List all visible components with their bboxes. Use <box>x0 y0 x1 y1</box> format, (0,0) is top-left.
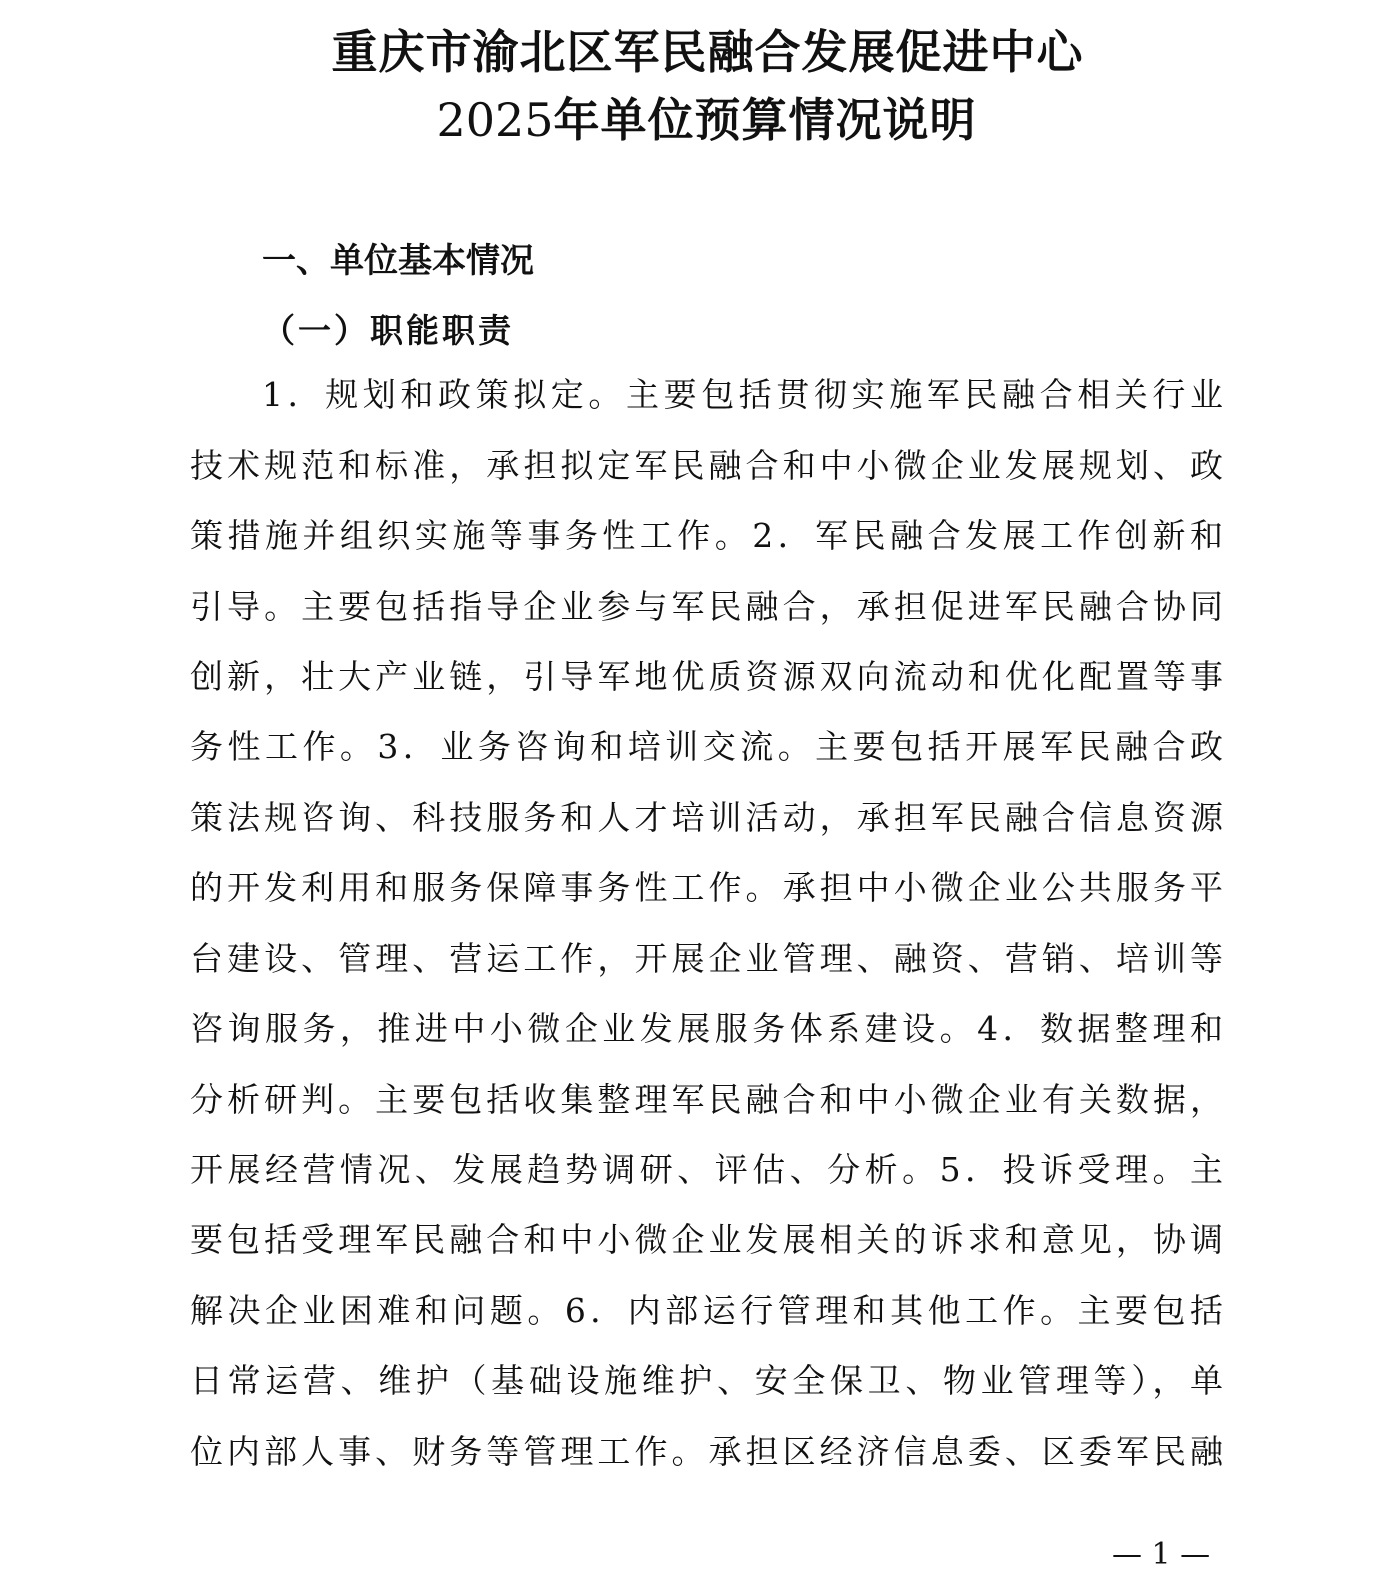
document-title-line-2 <box>7 84 1399 150</box>
paragraph-line: 引导。主要包括指导企业参与军民融合，承担促进军民融合协同 <box>190 587 1223 626</box>
title-line-2-text: 年单位预算情况说明 <box>553 93 977 147</box>
paragraph-line: 日常运营、维护（基础设施维护、安全保卫、物业管理等），单 <box>190 1361 1223 1400</box>
paragraph-line: 务性工作。3．业务咨询和培训交流。主要包括开展军民融合政 <box>190 727 1223 766</box>
paragraph-line: 分析研判。主要包括收集整理军民融合和中小微企业有关数据， <box>190 1080 1223 1119</box>
title-year: 2025 <box>436 93 554 147</box>
page-number: — 1 — <box>1112 1537 1211 1572</box>
paragraph-line: 创新，壮大产业链，引导军地优质资源双向流动和优化配置等事 <box>190 657 1223 696</box>
document-title-line-1: 重庆市渝北区军民融合发展促进中心 <box>331 25 1084 79</box>
paragraph-line: 策措施并组织实施等事务性工作。2．军民融合发展工作创新和 <box>190 516 1223 555</box>
paragraph-line: 1．规划和政策拟定。主要包括贯彻实施军民融合相关行业 <box>262 375 1223 414</box>
paragraph-line: 的开发利用和服务保障事务性工作。承担中小微企业公共服务平 <box>190 868 1223 907</box>
paragraph-line: 位内部人事、财务等管理工作。承担区经济信息委、区委军民融 <box>190 1432 1223 1471</box>
paragraph-line: 解决企业困难和问题。6．内部运行管理和其他工作。主要包括 <box>190 1291 1223 1330</box>
paragraph-line: 技术规范和标准，承担拟定军民融合和中小微企业发展规划、政 <box>190 446 1223 485</box>
section-heading: 一、单位基本情况 <box>262 241 534 281</box>
paragraph-line: 台建设、管理、营运工作，开展企业管理、融资、营销、培训等 <box>190 939 1223 978</box>
subsection-heading: （一）职能职责 <box>262 311 514 350</box>
paragraph-line: 开展经营情况、发展趋势调研、评估、分析。5．投诉受理。主 <box>190 1150 1223 1189</box>
paragraph-line: 咨询服务，推进中小微企业发展服务体系建设。4．数据整理和 <box>190 1009 1223 1048</box>
paragraph-line: 要包括受理军民融合和中小微企业发展相关的诉求和意见，协调 <box>190 1220 1223 1259</box>
paragraph-line: 策法规咨询、科技服务和人才培训活动，承担军民融合信息资源 <box>190 798 1223 837</box>
